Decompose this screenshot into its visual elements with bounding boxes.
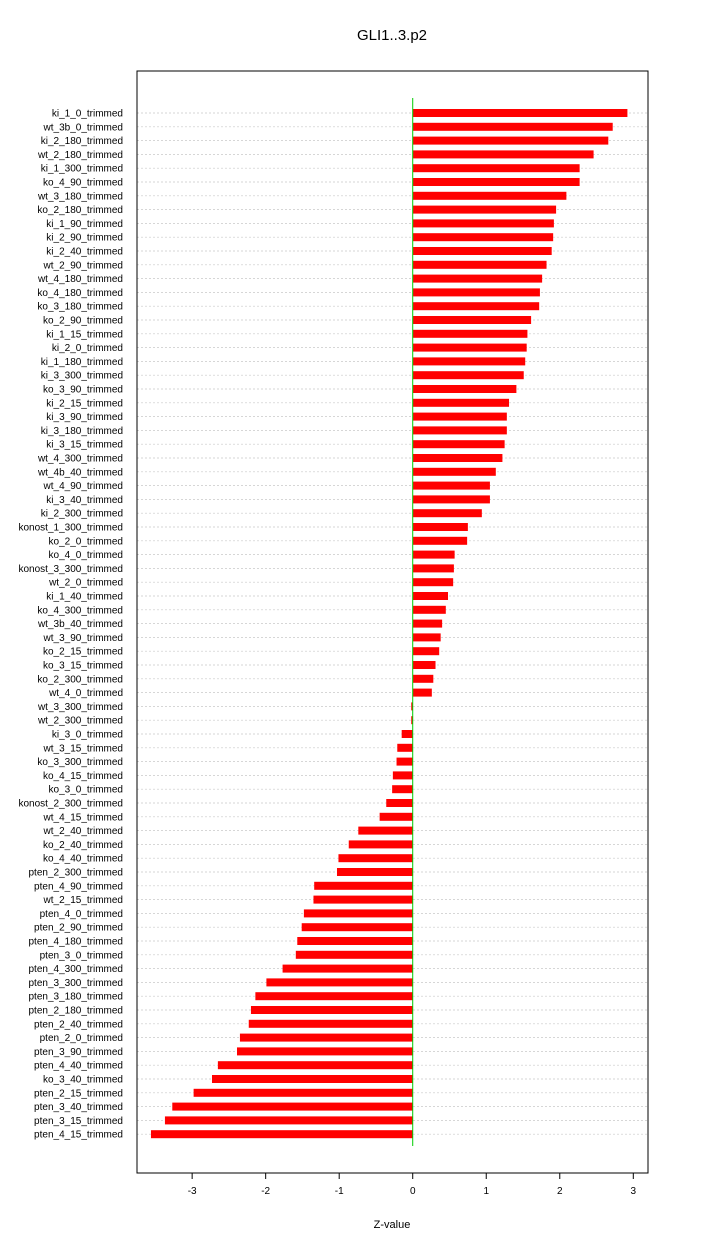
category-label: wt_2_90_trimmed	[43, 260, 123, 272]
bar-ki_1_90_trimmed	[413, 219, 554, 227]
category-label: wt_3_15_trimmed	[43, 743, 123, 755]
bar-ko_3_40_trimmed	[212, 1075, 413, 1083]
bar-ko_2_40_trimmed	[349, 840, 413, 848]
category-label: ki_1_300_trimmed	[40, 163, 123, 175]
category-label: ko_3_0_trimmed	[48, 784, 123, 796]
category-label: pten_3_40_trimmed	[34, 1102, 123, 1114]
bar-ki_3_90_trimmed	[413, 413, 507, 421]
bar-ko_4_15_trimmed	[393, 771, 413, 779]
bar-ko_2_0_trimmed	[413, 537, 467, 545]
category-label: wt_4_15_trimmed	[43, 812, 123, 824]
category-label: pten_2_300_trimmed	[28, 867, 123, 879]
category-label: pten_4_40_trimmed	[34, 1060, 123, 1072]
bar-ko_4_0_trimmed	[413, 551, 455, 559]
bar-pten_4_180_trimmed	[297, 937, 412, 945]
bar-wt_4_15_trimmed	[380, 813, 413, 821]
bar-wt_2_40_trimmed	[358, 827, 412, 835]
x-tick-label: 3	[630, 1186, 637, 1197]
category-label: ki_1_180_trimmed	[40, 356, 123, 368]
category-label: ki_3_300_trimmed	[40, 370, 123, 382]
bar-konost_1_300_trimmed	[413, 523, 468, 531]
bar-wt_2_90_trimmed	[413, 261, 547, 269]
bar-pten_4_0_trimmed	[304, 909, 413, 917]
bar-konost_2_300_trimmed	[386, 799, 412, 807]
bar-pten_2_40_trimmed	[249, 1020, 413, 1028]
bar-wt_4_300_trimmed	[413, 454, 503, 462]
category-label: ki_1_90_trimmed	[46, 218, 123, 230]
bar-wt_2_15_trimmed	[313, 896, 412, 904]
category-label: wt_2_300_trimmed	[37, 715, 123, 727]
category-label: konost_2_300_trimmed	[18, 798, 123, 810]
category-label: ki_3_180_trimmed	[40, 425, 123, 437]
category-label: ko_4_180_trimmed	[37, 287, 123, 299]
bar-ki_1_300_trimmed	[413, 164, 580, 172]
bar-pten_3_40_trimmed	[172, 1103, 412, 1111]
bar-wt_3_180_trimmed	[413, 192, 567, 200]
category-label: ko_4_15_trimmed	[42, 770, 123, 782]
bar-ko_4_40_trimmed	[338, 854, 412, 862]
category-label: ko_4_40_trimmed	[42, 853, 123, 865]
bar-ki_3_0_trimmed	[402, 730, 413, 738]
bar-pten_3_300_trimmed	[266, 978, 412, 986]
category-label: wt_4_0_trimmed	[49, 688, 123, 700]
bar-pten_4_40_trimmed	[218, 1061, 413, 1069]
category-label: ki_1_40_trimmed	[46, 591, 123, 603]
category-label: ko_3_15_trimmed	[42, 660, 123, 672]
x-tick-label: 1	[483, 1186, 490, 1197]
bar-ki_1_40_trimmed	[413, 592, 448, 600]
bar-ko_2_300_trimmed	[413, 675, 434, 683]
category-label: wt_3_300_trimmed	[37, 701, 123, 713]
category-label: ko_2_300_trimmed	[37, 674, 123, 686]
category-label: ko_4_90_trimmed	[42, 177, 123, 189]
bar-ko_4_300_trimmed	[413, 606, 446, 614]
bar-wt_3_90_trimmed	[413, 633, 441, 641]
x-tick-label: -2	[261, 1186, 271, 1197]
bar-pten_3_180_trimmed	[255, 992, 412, 1000]
bar-wt_2_0_trimmed	[413, 578, 453, 586]
category-label: ki_3_40_trimmed	[46, 494, 123, 506]
bar-ki_2_300_trimmed	[413, 509, 482, 517]
category-label: wt_3b_40_trimmed	[37, 619, 123, 631]
category-label: wt_2_0_trimmed	[49, 577, 123, 589]
bar-ki_3_180_trimmed	[413, 426, 507, 434]
category-label: pten_2_15_trimmed	[34, 1088, 123, 1100]
bar-pten_2_90_trimmed	[302, 923, 413, 931]
category-label: wt_3_180_trimmed	[37, 191, 123, 203]
bar-pten_4_300_trimmed	[283, 965, 413, 973]
bar-ki_1_15_trimmed	[413, 330, 528, 338]
category-label: ko_4_300_trimmed	[37, 605, 123, 617]
category-label: wt_4b_40_trimmed	[37, 467, 123, 479]
category-label: pten_4_15_trimmed	[34, 1129, 123, 1141]
bar-ko_2_15_trimmed	[413, 647, 439, 655]
category-label: ko_3_90_trimmed	[42, 384, 123, 396]
category-label: wt_4_90_trimmed	[43, 481, 123, 493]
bar-ko_4_90_trimmed	[413, 178, 580, 186]
category-label: ki_2_40_trimmed	[46, 246, 123, 258]
bar-wt_4b_40_trimmed	[413, 468, 496, 476]
bar-pten_4_90_trimmed	[314, 882, 413, 890]
category-label: ko_3_180_trimmed	[37, 301, 123, 313]
bar-ko_3_300_trimmed	[397, 758, 413, 766]
bar-pten_3_90_trimmed	[237, 1047, 413, 1055]
bar-pten_3_15_trimmed	[165, 1116, 413, 1124]
category-label: ki_2_15_trimmed	[46, 398, 123, 410]
category-label: wt_3b_0_trimmed	[43, 122, 123, 134]
bar-ki_2_180_trimmed	[413, 137, 609, 145]
category-label: ki_2_180_trimmed	[40, 136, 123, 148]
bar-ko_2_90_trimmed	[413, 316, 531, 324]
x-tick-label: -1	[334, 1186, 344, 1197]
category-labels	[18, 109, 123, 1141]
bar-ko_3_180_trimmed	[413, 302, 539, 310]
category-label: pten_2_0_trimmed	[39, 1033, 123, 1045]
bar-wt_3b_0_trimmed	[413, 123, 613, 131]
x-axis-label: Z-value	[373, 1219, 411, 1231]
category-label: wt_2_15_trimmed	[43, 895, 123, 907]
bar-wt_4_90_trimmed	[413, 482, 490, 490]
category-label: pten_3_0_trimmed	[39, 950, 123, 962]
x-tick-label: 2	[556, 1186, 563, 1197]
bar-wt_4_0_trimmed	[413, 689, 432, 697]
category-label: wt_2_180_trimmed	[37, 149, 123, 161]
category-label: ko_2_0_trimmed	[48, 536, 123, 548]
category-label: wt_2_40_trimmed	[43, 826, 123, 838]
category-label: pten_4_0_trimmed	[39, 908, 123, 920]
category-label: pten_4_180_trimmed	[28, 936, 123, 948]
category-label: ki_3_0_trimmed	[51, 729, 123, 741]
x-tick-label: -3	[187, 1186, 197, 1197]
category-label: pten_3_180_trimmed	[28, 991, 123, 1003]
category-label: ki_2_0_trimmed	[51, 343, 123, 355]
category-label: ki_3_15_trimmed	[46, 439, 123, 451]
bar-ko_2_180_trimmed	[413, 206, 556, 214]
category-label: pten_4_300_trimmed	[28, 964, 123, 976]
category-label: wt_4_180_trimmed	[37, 274, 123, 286]
bar-wt_3_15_trimmed	[397, 744, 412, 752]
category-label: pten_2_90_trimmed	[34, 922, 123, 934]
bar-ki_3_40_trimmed	[413, 495, 490, 503]
bar-ki_2_40_trimmed	[413, 247, 552, 255]
bar-ki_1_180_trimmed	[413, 357, 525, 365]
category-label: konost_1_300_trimmed	[18, 522, 123, 534]
category-label: pten_2_180_trimmed	[28, 1005, 123, 1017]
category-label: pten_3_15_trimmed	[34, 1115, 123, 1127]
bar-wt_2_180_trimmed	[413, 150, 594, 158]
category-label: konost_3_300_trimmed	[18, 563, 123, 575]
bar-ko_3_0_trimmed	[392, 785, 413, 793]
bar-ki_3_15_trimmed	[413, 440, 505, 448]
category-label: ko_2_180_trimmed	[37, 205, 123, 217]
bar-ko_3_90_trimmed	[413, 385, 517, 393]
bar-pten_2_180_trimmed	[251, 1006, 413, 1014]
x-axis	[188, 98, 637, 1197]
bar-pten_4_15_trimmed	[151, 1130, 413, 1138]
category-label: pten_3_300_trimmed	[28, 977, 123, 989]
bar-pten_3_0_trimmed	[296, 951, 413, 959]
category-label: ki_2_300_trimmed	[40, 508, 123, 520]
bar-ko_4_180_trimmed	[413, 288, 540, 296]
bar-ko_3_15_trimmed	[413, 661, 436, 669]
category-label: ki_1_15_trimmed	[46, 329, 123, 341]
bar-ki_1_0_trimmed	[413, 109, 628, 117]
bar-wt_4_180_trimmed	[413, 275, 542, 283]
category-label: wt_3_90_trimmed	[43, 632, 123, 644]
category-label: ko_3_40_trimmed	[42, 1074, 123, 1086]
bar-pten_2_15_trimmed	[194, 1089, 413, 1097]
bar-ki_2_15_trimmed	[413, 399, 509, 407]
category-label: ko_4_0_trimmed	[48, 550, 123, 562]
bar-konost_3_300_trimmed	[413, 564, 454, 572]
category-label: ko_3_300_trimmed	[37, 757, 123, 769]
category-label: ki_3_90_trimmed	[46, 412, 123, 424]
category-label: ko_2_15_trimmed	[42, 646, 123, 658]
category-label: pten_2_40_trimmed	[34, 1019, 123, 1031]
category-label: pten_3_90_trimmed	[34, 1046, 123, 1058]
category-label: ko_2_90_trimmed	[42, 315, 123, 327]
bar-wt_3b_40_trimmed	[413, 620, 442, 628]
bar-pten_2_300_trimmed	[337, 868, 413, 876]
bar-ki_2_0_trimmed	[413, 344, 527, 352]
category-label: ki_1_0_trimmed	[51, 108, 123, 120]
bar-pten_2_0_trimmed	[240, 1034, 413, 1042]
chart-title: GLI1..3.p2	[356, 27, 428, 44]
bar-ki_3_300_trimmed	[413, 371, 524, 379]
category-label: ki_2_90_trimmed	[46, 232, 123, 244]
category-label: ko_2_40_trimmed	[42, 839, 123, 851]
bar-ki_2_90_trimmed	[413, 233, 553, 241]
x-tick-label: 0	[409, 1186, 416, 1197]
category-label: pten_4_90_trimmed	[34, 881, 123, 893]
category-label: wt_4_300_trimmed	[37, 453, 123, 465]
